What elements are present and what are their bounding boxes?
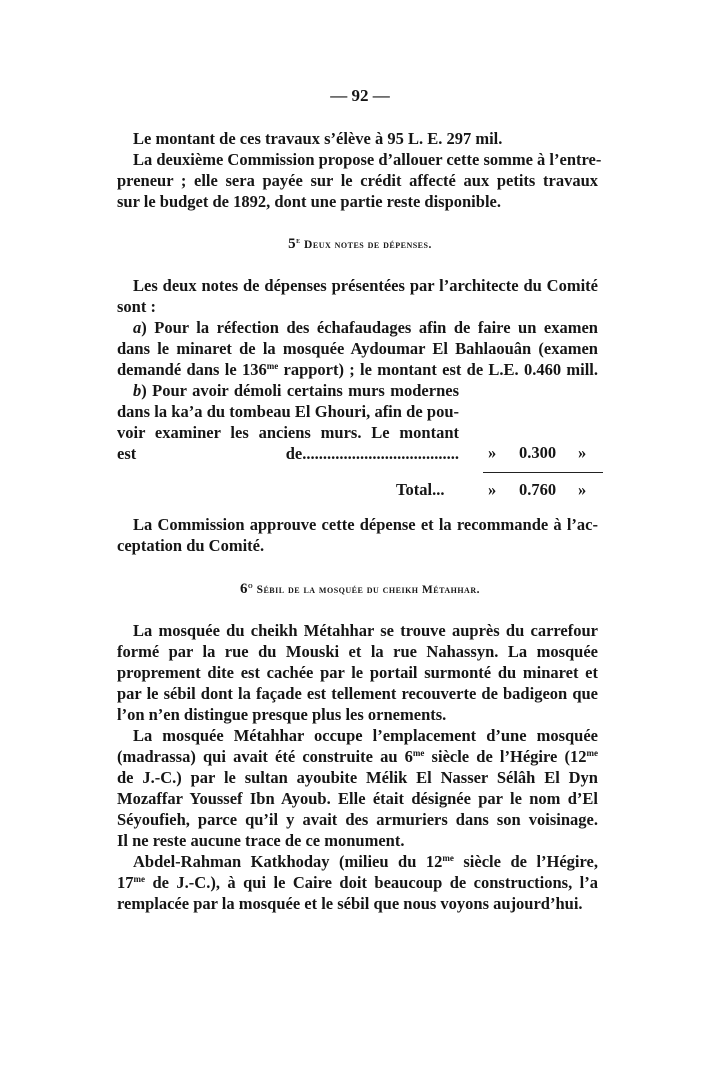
text-run: de J.-C.), à qui le Caire doit beaucoup de constructions, l’a [145,873,598,892]
text-line [117,443,459,464]
text-run: de J.-C.) par le sultan ayoubite Mélik El Nasser Sélâh El Dyn [117,768,598,787]
amount-b-prefix: » [488,443,497,462]
text-line [117,170,598,191]
superscript: me [133,874,145,884]
text-run: demandé dans le 136 [117,360,267,379]
text-run: La deuxième Commission propose d’allouer cette somme à l’entre- [133,150,602,169]
text-line [117,830,598,851]
amount-b-suffix: » [578,443,587,462]
text-line [117,514,598,535]
superscript: me [266,361,279,371]
total-label: Total... [396,480,445,499]
section-number: 6 [240,581,249,597]
section-heading-6 [0,581,720,598]
section-number: 5 [288,236,297,252]
text-run: (madrassa) qui avait été construite au 6 [117,747,413,766]
text-line [117,149,602,170]
text-line [117,851,598,872]
text-line [117,128,598,149]
text-run: Les deux notes de dépenses présentées par l’architecte du Comité [133,276,598,295]
text-run: l’on n’en distingue presque plus les ornements. [117,705,447,724]
text-run: ) Pour avoir démoli certains murs modernes [141,381,459,400]
text-line [117,422,459,443]
text-run: sont : [117,297,156,316]
text-line [117,296,598,317]
text-line [117,359,598,380]
text-line [117,401,459,422]
text-line [117,662,598,683]
text-run: preneur ; elle sera payée sur le crédit affecté aux petits travaux [117,171,598,190]
text-line [117,872,598,893]
text-run: est de...................................... [117,444,459,463]
text-run: Il ne reste aucune trace de ce monument. [117,831,405,850]
text-line [117,746,598,767]
text-run: Séyoufieh, parce qu’il y avait des armuriers dans son voisinage. [117,810,598,829]
text-line [117,317,598,338]
text-run: La mosquée Métahhar occupe l’emplacement d’une mosquée [133,726,598,745]
text-line [117,893,598,914]
amount-b-value: 0.300 [519,443,557,462]
text-line [117,338,598,359]
text-run: Abdel-Rahman Katkhoday (milieu du 12 [133,852,443,871]
item-letter: b [133,381,142,400]
text-line [117,535,598,556]
superscript: me [412,748,425,758]
total-value: 0.760 [519,480,557,499]
text-line [117,704,598,725]
section-number-sup: o [248,581,254,590]
text-run: dans la ka’a du tombeau El Ghouri, afin de pou- [117,402,459,421]
text-line [117,620,598,641]
section-number-sup: e [296,236,301,245]
text-run: dans le minaret de la mosquée Aydoumar El Bahlaouân (examen [117,339,598,358]
text-line [117,275,598,296]
text-run: Mozaffar Youssef Ibn Ayoub. Elle était désignée par le nom d’El [117,789,598,808]
text-line [117,809,598,830]
text-run: 17 [117,873,134,892]
text-run: proprement dite est cachée par le portail surmonté du minaret et [117,663,598,682]
text-run: La Commission approuve cette dépense et la recommande à l’ac- [133,515,598,534]
total-suffix: » [578,480,587,499]
text-run: par le sébil dont la façade est tellement recouverte de badigeon que [117,684,598,703]
text-run: ceptation du Comité. [117,536,265,555]
text-run: formé par la rue du Mouski et la rue Nahassyn. La mosquée [117,642,598,661]
section-title: Sébil de la mosquée du cheikh Métahhar. [256,584,480,596]
text-run: La mosquée du cheikh Métahhar se trouve auprès du carrefour [133,621,598,640]
text-line [117,380,459,401]
text-run: Le montant de ces travaux s’élève à 95 L. E. 297 mil. [133,129,503,148]
text-run: rapport) ; le montant est de L.E. 0.460 mill. [278,360,598,379]
text-line [117,191,598,212]
text-run: voir examiner les anciens murs. Le montant [117,423,459,442]
sum-rule [483,472,603,473]
section-title: Deux notes de dépenses. [304,239,432,251]
page-number: — 92 — [330,86,390,105]
item-letter: a [133,318,142,337]
section-heading-5 [0,236,720,253]
text-line [117,683,598,704]
text-run: sur le budget de 1892, dont une partie reste disponible. [117,192,501,211]
text-run: remplacée par la mosquée et le sébil que nous voyons aujourd’hui. [117,894,583,913]
text-line [117,725,598,746]
text-line [117,788,598,809]
superscript: me [442,853,454,863]
total-prefix: » [488,480,497,499]
text-run: siècle de l’Hégire, [453,852,598,871]
text-line [117,767,598,788]
text-line [117,641,598,662]
superscript: me [586,748,598,758]
text-run: siècle de l’Hégire (12 [424,747,587,766]
text-run: ) Pour la réfection des échafaudages afin de faire un examen [141,318,598,337]
